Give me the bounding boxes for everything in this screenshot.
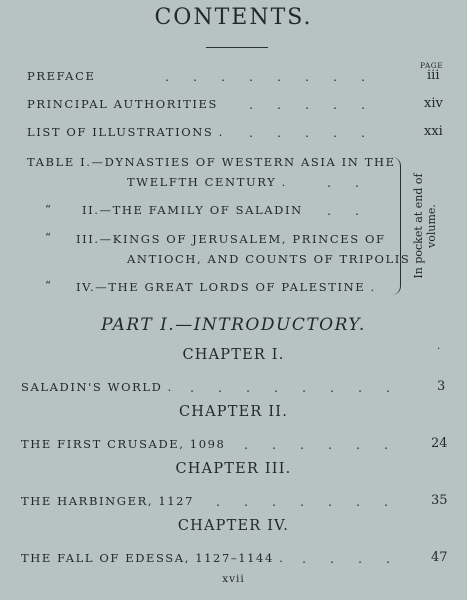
toc-entry-illustrations-label: LIST OF ILLUSTRATIONS . — [27, 125, 224, 139]
table-entry-4-line-1: IV.—THE GREAT LORDS OF PALESTINE . — [76, 280, 376, 294]
dot-leader: . . — [327, 204, 359, 218]
toc-entry-authorities-page: xiv — [424, 96, 443, 111]
chapter-3-heading: CHAPTER III. — [175, 461, 292, 477]
chapter-1-page: 3 — [437, 379, 446, 394]
table-entry-1-line-1: TABLE I.—DYNASTIES OF WESTERN ASIA IN THE — [27, 155, 396, 169]
ditto-mark: “ — [45, 202, 53, 216]
folio-number: xvii — [222, 573, 245, 585]
chapter-2-page: 24 — [431, 436, 448, 451]
chapter-2-title: THE FIRST CRUSADE, 1098 — [21, 437, 226, 451]
ditto-mark: “ — [45, 278, 53, 292]
dot-leader: . . . . . . . . — [190, 381, 390, 395]
dot-leader: . . . . . . . — [216, 495, 388, 509]
chapter-2-heading: CHAPTER II. — [178, 404, 288, 420]
chapter-1-title: SALADIN'S WORLD . — [21, 380, 173, 394]
ditto-mark: “ — [45, 230, 53, 244]
dot-leader: . . . . . — [249, 98, 365, 112]
toc-entry-preface-label: PREFACE — [27, 69, 96, 83]
stray-mark: · — [437, 344, 441, 355]
dot-leader: . . . . . . — [244, 438, 388, 452]
chapter-3-page: 35 — [431, 493, 448, 508]
part-heading: PART I.—INTRODUCTORY. — [101, 315, 366, 335]
dot-leader: . . . . . — [249, 126, 365, 140]
chapter-4-page: 47 — [431, 550, 448, 565]
title-rule — [206, 47, 268, 48]
chapter-3-title: THE HARBINGER, 1127 — [21, 494, 195, 508]
chapter-4-title: THE FALL OF EDESSA, 1127–1144 . — [21, 551, 285, 565]
table-entry-2-line-1: II.—THE FAMILY OF SALADIN — [82, 203, 303, 217]
table-entry-1-line-2: TWELFTH CENTURY . — [127, 175, 287, 189]
page-column-header: PAGE — [420, 61, 444, 70]
curly-brace — [392, 157, 401, 295]
page-title: CONTENTS. — [154, 5, 313, 30]
table-entry-3-line-2: ANTIOCH, AND COUNTS OF TRIPOLIS — [127, 252, 411, 266]
chapter-1-heading: CHAPTER I. — [182, 347, 285, 363]
dot-leader: . . . . — [302, 552, 390, 566]
table-entry-3-line-1: III.—KINGS OF JERUSALEM, PRINCES OF — [76, 232, 386, 246]
toc-entry-authorities-label: PRINCIPAL AUTHORITIES — [27, 97, 219, 111]
chapter-4-heading: CHAPTER IV. — [177, 518, 290, 534]
toc-entry-illustrations-page: xxi — [424, 124, 443, 139]
dot-leader: . . . . . . . . — [165, 70, 365, 84]
dot-leader: . . — [327, 176, 359, 190]
tables-location-note: In pocket at end of volume. — [412, 173, 438, 279]
toc-entry-preface-page: iii — [427, 68, 440, 83]
